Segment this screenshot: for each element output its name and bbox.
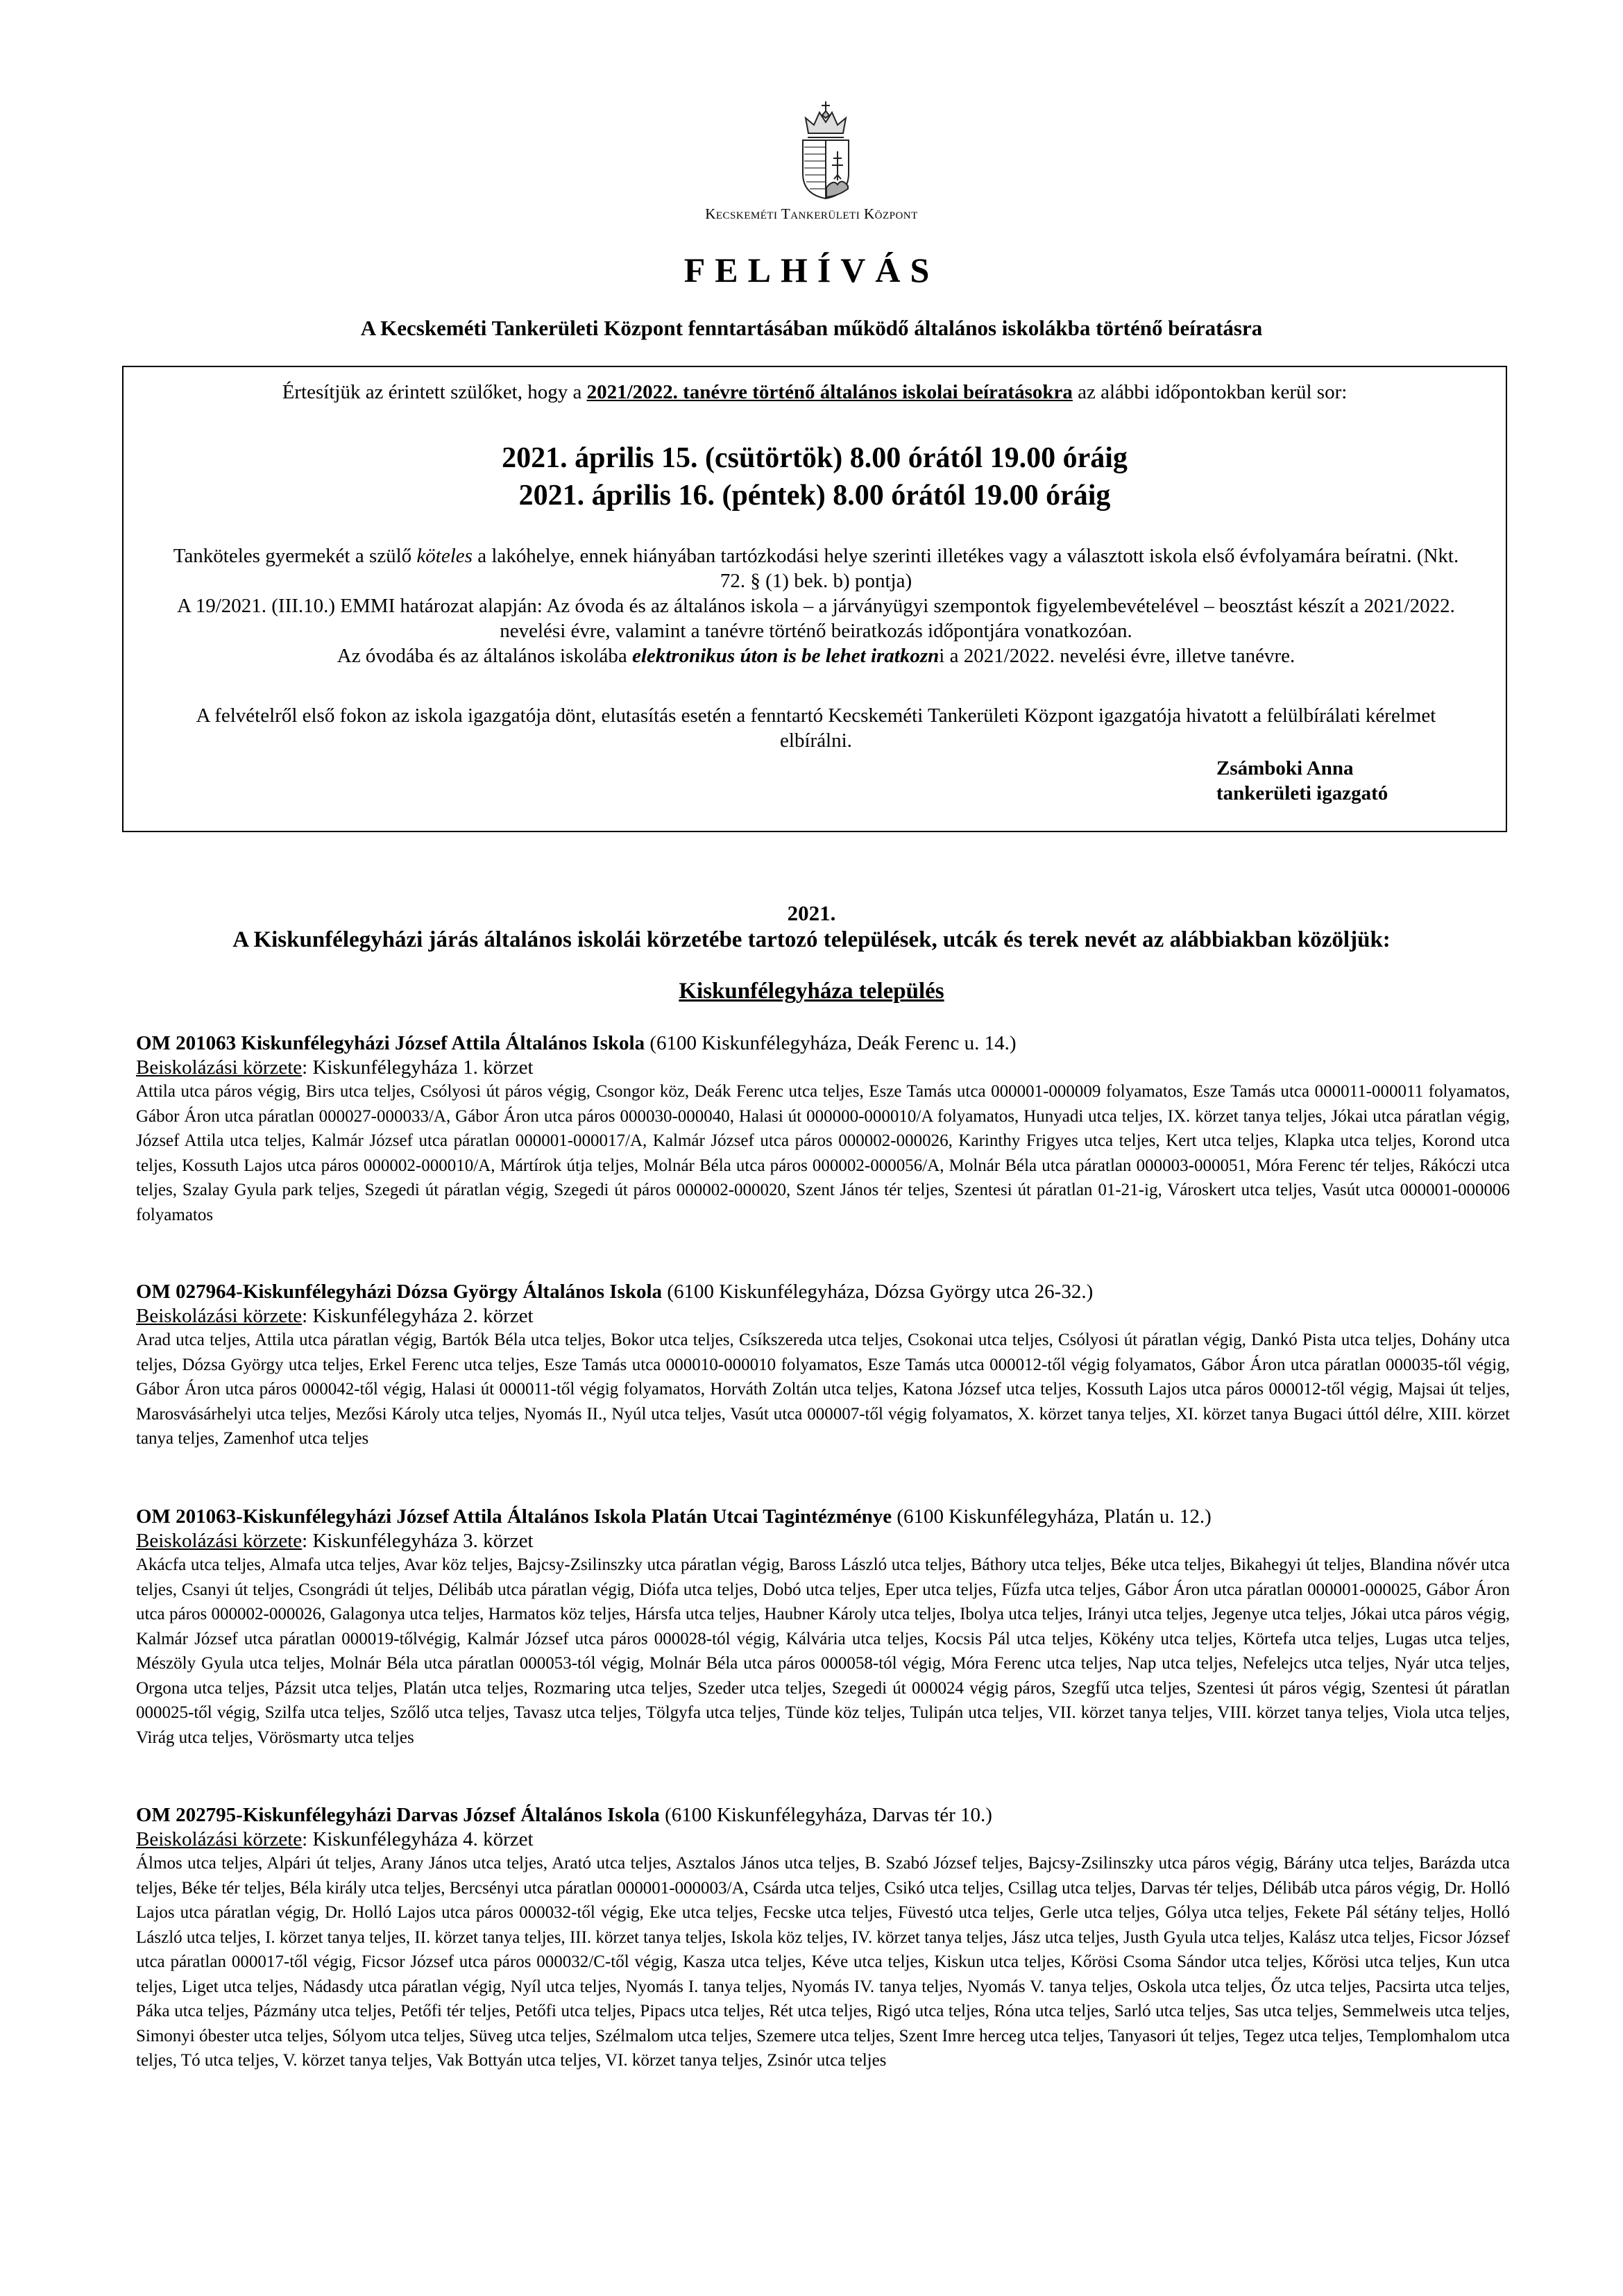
zone-label: Beiskolázási körzete <box>136 1056 303 1079</box>
enrollment-dates <box>124 439 1506 514</box>
school-header <box>136 1504 1510 1529</box>
zone-value: : Kiskunfélegyháza 4. körzet <box>302 1828 534 1850</box>
notice-intro <box>124 381 1506 404</box>
section-heading: A Kiskunfélegyházi járás általános iskolái körzetébe tartozó települések, utcák és terek nevét az alábbiakban közöljük: <box>232 927 1391 952</box>
p3-after: i a 2021/2022. nevelési évre, illetve tanévre. <box>939 645 1295 667</box>
school-zone <box>136 1056 1510 1079</box>
zone-label: Beiskolázási körzete <box>136 1828 303 1850</box>
notice-paragraph-electronic <box>151 643 1481 668</box>
zone-value: : Kiskunfélegyháza 3. körzet <box>302 1530 534 1552</box>
school-entry <box>136 1504 1510 1750</box>
school-name: OM 027964-Kiskunfélegyházi Dózsa György Általános Iskola <box>136 1281 663 1303</box>
school-entry <box>136 1279 1510 1451</box>
school-entry <box>136 1031 1510 1227</box>
zone-value: : Kiskunfélegyháza 2. körzet <box>302 1305 534 1327</box>
school-zone <box>136 1827 1510 1851</box>
zone-value: : Kiskunfélegyháza 1. körzet <box>302 1056 534 1079</box>
zone-label: Beiskolázási körzete <box>136 1305 303 1327</box>
school-streets: Álmos utca teljes, Alpári út teljes, Arany János utca teljes, Arató utca teljes, Asztalos János utca teljes, B. Szabó József teljes, Bajcsy-Zsilinszky utca páros végig, Bárány utca teljes, Barázda utca teljes, Béke tér teljes, Béla király utca teljes, Bercsényi utca páratlan 000001-000003/A, Csárda utca teljes, Csikó utca teljes, Csillag utca teljes, Darvas tér teljes, Délibáb utca páros végig, Dr. Holló Lajos utca páratlan végig, Dr. Holló Lajos utca páros 000032-től végig, Eke utca teljes, Fecske utca teljes, Füvestó utca teljes, Gerle utca teljes, Gólya utca teljes, Fekete Pál sétány teljes, Holló László utca teljes, I. körzet tanya teljes, II. körzet tanya teljes, III. körzet tanya teljes, Iskola köz teljes, IV. körzet tanya teljes, Jász utca teljes, Justh Gyula utca teljes, Kalász utca teljes, Ficsor József utca páratlan 000017-től végig, Ficsor József utca páros 000032/C-től végig, Kasza utca teljes, Kéve utca teljes, Kiskun utca teljes, Kőrösi Csoma Sándor utca teljes, Kőrösi utca teljes, Kun utca teljes, Liget utca teljes, Nádasdy utca páratlan végig, Nyíl utca teljes, Nyomás I. tanya teljes, Nyomás IV. tanya teljes, Nyomás V. tanya teljes, Oskola utca teljes, Őz utca teljes, Pacsirta utca teljes, Páka utca teljes, Pázmány utca teljes, Petőfi tér teljes, Petőfi utca teljes, Pipacs utca teljes, Rét utca teljes, Rigó utca teljes, Róna utca teljes, Sarló utca teljes, Sas utca teljes, Semmelweis utca teljes, Simonyi óbester utca teljes, Sólyom utca teljes, Süveg utca teljes, Szélmalom utca teljes, Szemere utca teljes, Szent Imre herceg utca teljes, Tanyasori út teljes, Tegez utca teljes, Templomhalom utca teljes, Tó utca teljes, V. körzet tanya teljes, Vak Bottyán utca teljes, VI. körzet tanya teljes, Zsinór utca teljes <box>136 1854 1510 2070</box>
school-name: OM 202795-Kiskunfélegyházi Darvas József Általános Iskola <box>136 1804 660 1826</box>
intro-before: Értesítjük az érintett szülőket, hogy a <box>282 381 587 403</box>
signer-name: Zsámboki Anna <box>1216 757 1354 779</box>
hungarian-coat-of-arms-icon <box>796 97 856 201</box>
school-name: OM 201063 Kiskunfélegyházi József Attila Általános Iskola <box>136 1032 645 1054</box>
organization-name: Kecskeméti Tankerületi Központ <box>705 205 918 222</box>
school-zone <box>136 1529 1510 1553</box>
intro-highlight: 2021/2022. tanévre történő általános iskolai beíratásokra <box>586 381 1073 403</box>
section-year: 2021. <box>787 901 836 925</box>
p1-before: Tanköteles gyermekét a szülő <box>173 545 417 567</box>
notice-paragraph-decree: A 19/2021. (III.10.) EMMI határozat alapján: Az óvoda és az általános iskola – a járványügyi szempontok figyelembevételével – beosztást készít a 2021/2022. nevelési évre, valamint a tanévre történő beiratkozás időpontjára vonatkozóan. <box>177 595 1455 642</box>
intro-after: az alábbi időpontokban kerül sor: <box>1072 381 1348 403</box>
p3-before: Az óvodába és az általános iskolába <box>337 645 632 667</box>
p1-italic: köteles <box>416 545 473 567</box>
notice-box <box>122 366 1507 832</box>
p3-emphasis: elektronikus úton is be lehet iratkozn <box>631 645 940 667</box>
page-title: FELHÍVÁS <box>683 251 940 289</box>
school-address: (6100 Kiskunfélegyháza, Darvas tér 10.) <box>659 1804 992 1826</box>
settlement-heading: Kiskunfélegyháza település <box>679 979 944 1004</box>
school-header <box>136 1803 1510 1827</box>
school-streets: Arad utca teljes, Attila utca páratlan végig, Bartók Béla utca teljes, Bokor utca teljes, Csíkszereda utca teljes, Csokonai utca teljes, Csólyosi út páratlan végig, Dankó Pista utca teljes, Dohány utca teljes, Dózsa György utca teljes, Erkel Ferenc utca teljes, Esze Tamás utca 000010-000010 folyamatos, Esze Tamás utca 000012-től végig folyamatos, Gábor Áron utca páratlan 000035-től végig, Gábor Áron utca páros 000042-től végig, Halasi út 000011-től végig folyamatos, Horváth Zoltán utca teljes, Katona József utca teljes, Kossuth Lajos utca páros 000012-től végig, Majsai út teljes, Marosvásárhelyi utca teljes, Mezősi Károly utca teljes, Nyomás II., Nyúl utca teljes, Vasút utca 000007-től végig folyamatos, X. körzet tanya teljes, XI. körzet tanya Bugaci úttól délre, XIII. körzet tanya teljes, Zamenhof utca teljes <box>136 1331 1510 1448</box>
notice-paragraph-obligation <box>165 543 1467 593</box>
signer-title: tankerületi igazgató <box>1216 782 1388 804</box>
school-name: OM 201063-Kiskunfélegyházi József Attila Általános Iskola Platán Utcai Tagintézménye <box>136 1505 892 1528</box>
school-address: (6100 Kiskunfélegyháza, Platán u. 12.) <box>892 1505 1212 1528</box>
enrollment-date-1: 2021. április 15. (csütörtök) 8.00 órától 19.00 óráig <box>502 442 1128 474</box>
school-entry <box>136 1803 1510 2073</box>
notice-paragraph-appeal: A felvételről első fokon az iskola igazgatója dönt, elutasítás esetén a fenntartó Kecskeméti Tankerületi Központ igazgatója hivatott a felülbírálati kérelmet elbírálni. <box>196 704 1436 752</box>
school-header <box>136 1031 1510 1056</box>
school-streets: Attila utca páros végig, Birs utca teljes, Csólyosi út páros végig, Csongor köz, Deák Ferenc utca teljes, Esze Tamás utca 000001-000009 folyamatos, Esze Tamás utca 000011-000011 folyamatos, Gábor Áron utca páratlan 000027-000033/A, Gábor Áron utca páros 000030-000040, Halasi út 000000-000010/A folyamatos, Hunyadi utca teljes, IX. körzet tanya teljes, Jókai utca páratlan végig, József Attila utca teljes, Kalmár József utca páratlan 000001-000017/A, Kalmár József utca páros 000002-000026, Karinthy Frigyes utca teljes, Kert utca teljes, Klapka utca teljes, Korond utca teljes, Kossuth Lajos utca páros 000002-000010/A, Mártírok útja teljes, Molnár Béla utca páros 000002-000056/A, Molnár Béla utca páratlan 000003-000051, Móra Ferenc tér teljes, Rákóczi utca teljes, Szalay Gyula park teljes, Szegedi út páratlan végig, Szegedi út páros 000002-000020, Szent János tér teljes, Szentesi út páratlan 01-21-ig, Városkert utca teljes, Vasút utca 000001-000006 folyamatos <box>136 1082 1510 1224</box>
school-streets: Akácfa utca teljes, Almafa utca teljes, Avar köz teljes, Bajcsy-Zsilinszky utca páratlan végig, Baross László utca teljes, Báthory utca teljes, Béke utca teljes, Bikahegyi út teljes, Blandina nővér utca teljes, Csanyi út teljes, Csongrádi út teljes, Délibáb utca páratlan végig, Diófa utca teljes, Dobó utca teljes, Eper utca teljes, Fűzfa utca teljes, Gábor Áron utca páratlan 000001-000025, Gábor Áron utca páros 000002-000026, Galagonya utca teljes, Harmatos köz teljes, Hársfa utca teljes, Haubner Károly utca teljes, Ibolya utca teljes, Irányi utca teljes, Jegenye utca teljes, Jókai utca páros végig, Kalmár József utca páratlan 000019-tőlvégig, Kalmár József utca páros 000028-tól végig, Kálvária utca teljes, Kocsis Pál utca teljes, Kökény utca teljes, Körtefa utca teljes, Lugas utca teljes, Mészöly Gyula utca teljes, Molnár Béla utca páratlan 000053-tól végig, Molnár Béla utca páros 000058-tól végig, Móra Ferenc utca teljes, Nap utca teljes, Nefelejcs utca teljes, Nyár utca teljes, Orgona utca teljes, Pázsit utca teljes, Platán utca teljes, Rozmaring utca teljes, Szeder utca teljes, Szegedi út 000024 végig páros, Szegfű utca teljes, Szentesi út páros végig, Szentesi út páratlan 000025-től végig, Szilfa utca teljes, Szőlő utca teljes, Tavasz utca teljes, Tölgyfa utca teljes, Tünde köz teljes, Tulipán utca teljes, VII. körzet tanya teljes, VIII. körzet tanya teljes, Viola utca teljes, Virág utca teljes, Vörösmarty utca teljes <box>136 1555 1510 1747</box>
zone-label: Beiskolázási körzete <box>136 1530 303 1552</box>
school-header <box>136 1279 1510 1304</box>
school-zone <box>136 1304 1510 1328</box>
p1-after: a lakóhelye, ennek hiányában tartózkodási helye szerinti illetékes vagy a választott iskola első évfolyamára beíratni. (Nkt. 72. § (1) bek. b) pontja) <box>472 545 1459 592</box>
signature-block <box>1216 756 1388 806</box>
page-subtitle: A Kecskeméti Tankerületi Központ fenntartásában működő általános iskolákba történő beíratásra <box>360 316 1263 340</box>
school-address: (6100 Kiskunfélegyháza, Dózsa György utca 26-32.) <box>662 1281 1094 1303</box>
school-address: (6100 Kiskunfélegyháza, Deák Ferenc u. 14.) <box>645 1032 1017 1054</box>
enrollment-date-2: 2021. április 16. (péntek) 8.00 órától 19.00 óráig <box>518 480 1111 512</box>
